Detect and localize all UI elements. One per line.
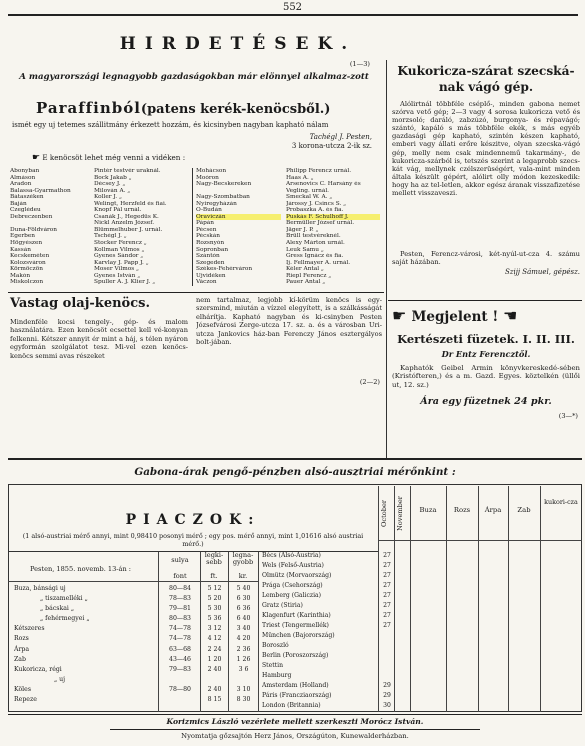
list-item: Spuller A. J. Klier J. „: [94, 279, 156, 286]
table-cell: 5 40: [236, 585, 251, 592]
ad2-title: Vastag olaj-kenöcs.: [10, 296, 150, 311]
list-item: Bock Jakab „: [94, 174, 132, 181]
list-item: Körmöczön: [10, 266, 43, 273]
market-max-prices: [229, 584, 258, 705]
list-item: Abonyban: [10, 168, 40, 174]
list-item: Gyenes István „: [94, 272, 141, 279]
list-item: Ó-Budán: [196, 207, 222, 214]
table-row-good: Köles: [14, 685, 31, 693]
list-item: Blümmelhuber J. urnál.: [94, 226, 163, 233]
list-item: Nyiregyházán: [196, 200, 237, 207]
ad1-list-intro-text: E kenöcsöt lehet még venni a vidéken :: [42, 153, 186, 162]
col-head-kr: kr.: [238, 572, 248, 580]
list-item: Vegling. urnál.: [286, 187, 330, 194]
list-item: Bermüller József urnál.: [286, 220, 355, 227]
top-rule: [8, 14, 578, 16]
table-cell: [380, 641, 394, 651]
ad1-title: [36, 98, 380, 117]
list-item: Baján: [10, 200, 27, 207]
col-head-buza: Buza: [419, 506, 437, 514]
list-item: Szántón: [196, 253, 220, 260]
list-item: Aradon: [10, 181, 32, 188]
ad4-text: Kaphatók Geibel Armin könyvkereskedé-sében (Kristófteren,) és a m. Gazd. Egyes. köztelkén (üllői ut, 12. sz.): [392, 364, 580, 389]
column-divider: [386, 60, 387, 458]
list-item: Mohácson: [196, 168, 227, 174]
market-row: Boroszló: [262, 642, 289, 649]
table-cell: 2 40: [207, 665, 222, 673]
ad1-col1-sellers: [94, 168, 190, 286]
table-cell: 4 20: [236, 635, 251, 643]
list-item: Nickl Anzelm József.: [94, 220, 155, 227]
ad1-list-intro: [32, 154, 332, 162]
grid-line: [446, 486, 447, 712]
table-cell: 43—46: [169, 655, 191, 663]
list-item: Moóron: [196, 174, 219, 181]
table-cell: 5 20: [207, 595, 222, 603]
list-item: Rozsnyón: [196, 240, 225, 247]
table-cell: 27: [383, 612, 391, 619]
table-cell: [201, 675, 228, 685]
ad3-sign: Szijj Sámuel, gépész.: [505, 268, 580, 276]
table-cell: 8 15: [207, 696, 222, 704]
col-head-zab: Zab: [517, 506, 531, 514]
list-item: Haas A. „: [286, 174, 314, 181]
list-item: Pécskán: [196, 233, 220, 240]
list-item: Almáson: [10, 174, 36, 181]
list-item: Philipp Ferencz urnál.: [286, 168, 352, 174]
table-cell: 30: [383, 702, 391, 709]
ad4-author: Dr Entz Ferencztől.: [441, 349, 531, 359]
ad1-sign1: Tachégl J. Pesten,: [309, 133, 372, 141]
ad3-title1: Kukoricza-szárat szecská-: [397, 64, 575, 78]
table-cell: [380, 661, 394, 671]
table-row-good: Zab: [14, 655, 26, 663]
market-min-prices: [201, 584, 228, 705]
table-cell: [160, 695, 200, 705]
list-item: Alexy Márton urnál.: [286, 240, 345, 247]
list-item: Makón: [10, 272, 31, 279]
ad3-addr: Pesten, Ferencz-városi, két-nyúl-ut-cza 4. számu saját házában.: [392, 250, 580, 267]
market-row: Stettin: [262, 662, 284, 669]
list-item: Arsenovics C. Harsány és: [286, 181, 361, 188]
market-top-rule: [8, 458, 582, 460]
col-head-rozs: Rozs: [453, 506, 471, 514]
market-row: Berlin (Poroszország): [262, 652, 329, 659]
list-item-highlighted: Oraviczán: [196, 214, 281, 221]
market-row: Lemberg (Galiczia): [262, 592, 322, 599]
table-cell: 29: [383, 692, 391, 699]
list-item: Riepl Ferencz „: [286, 272, 332, 279]
list-item: Kolozsváron: [10, 259, 46, 266]
list-item: Pápán: [196, 220, 214, 227]
table-cell: 78—83: [169, 595, 191, 603]
market-row: Olmütz (Morvaország): [262, 572, 332, 579]
ad1-title-rest: (patens kerék-kenöcsből.): [140, 102, 331, 117]
market-place-date: Pesten, 1855. novemb. 13-án :: [30, 565, 132, 573]
list-item: Debreczenben: [10, 213, 53, 220]
table-cell: 5 36: [207, 615, 222, 623]
list-item-highlighted: Puskás F. Schulhoff J.: [286, 214, 380, 221]
ad4-banner-text: Megjelent !: [411, 309, 499, 325]
market-list: [262, 551, 380, 711]
table-cell: 78—80: [169, 685, 191, 693]
table-cell: 6 36: [236, 605, 251, 613]
list-item: Probaszka A. és fia.: [286, 207, 344, 214]
table-cell: [380, 631, 394, 641]
market-row: Prága (Csehország): [262, 582, 323, 589]
footer-rule: [8, 714, 582, 715]
col-head-legkisebb: legki-sebb: [204, 551, 224, 566]
table-cell: 27: [383, 622, 391, 629]
table-row-good: „ tiszamelléki „: [40, 595, 88, 603]
list-item: Váczon: [196, 279, 217, 286]
table-cell: 29: [383, 682, 391, 689]
table-cell: 74—78: [169, 635, 191, 643]
footer-thin-rule: [110, 729, 480, 730]
grid-line: [394, 486, 395, 712]
footer-printer: Nyomtatja gőzsajtón Herz János, Országúton, Kunewalderházban.: [181, 732, 409, 740]
table-row-good: Buza, bánsági uj: [14, 585, 66, 592]
table-row-good: Rozs: [14, 635, 29, 643]
list-item: Sopronban: [196, 246, 229, 253]
col-head-sulya: sulya: [171, 556, 189, 564]
section-title: HIRDETÉSEK.: [119, 34, 357, 54]
market-row: London (Britannia): [262, 702, 321, 709]
table-cell: 27: [383, 552, 391, 559]
market-dates: [380, 551, 394, 711]
grid-line: [540, 486, 541, 712]
table-cell: 27: [383, 602, 391, 609]
col-head-ft: ft.: [210, 572, 218, 580]
column-divider: [192, 168, 193, 286]
list-item: Ij. Fellmayer A. urnál.: [286, 259, 351, 266]
ad1-title-main: Paraffinból: [36, 99, 141, 117]
list-item: Járossy J. Csincs S. „: [286, 200, 347, 207]
market-row: München (Bajorország): [262, 632, 335, 639]
ad4-banner: [392, 306, 580, 328]
grid-line: [378, 486, 379, 712]
list-item: Karvlay J. Papp J. „: [94, 259, 149, 266]
table-cell: 74—78: [169, 625, 191, 633]
grid-line: [478, 486, 479, 712]
table-cell: [160, 675, 200, 685]
table-cell: 27: [383, 592, 391, 599]
list-item: Miskolczon: [10, 279, 44, 286]
list-item: Leuk Samu „: [286, 246, 324, 253]
list-item: Kecskeméten: [10, 253, 50, 260]
table-row-good: Kétszeres: [14, 625, 45, 633]
list-item: Koller J. „: [94, 194, 122, 201]
market-note: (1 alsó-austriai mérő annyi, mint 0,98410 posonyi mérő ; egy pos. mérő annyi, mint 1,01616 alsó austriai mérő.): [22, 532, 364, 548]
table-row-good: „ fehérmegyei „: [40, 615, 90, 623]
table-cell: 27: [383, 582, 391, 589]
ad1-bottom-rule: [8, 292, 384, 293]
table-cell: 5 30: [207, 605, 222, 613]
footer-editor: Korizmics László vezérlete mellett szerkeszti Morócz István.: [166, 717, 424, 726]
ad1-col2-sellers: [286, 168, 380, 286]
ad3-bottom-rule: [388, 300, 582, 301]
table-cell: 80—83: [169, 615, 191, 623]
table-cell: 1 20: [207, 655, 222, 663]
list-item: Jäger J. P. „: [286, 226, 319, 233]
list-item: Gyenes Sándor „: [94, 253, 144, 260]
market-heading: Gabona-árak pengő-pénzben alsó-ausztriai mérőnkint :: [134, 466, 456, 478]
col-head-legnagyobb: legna-gyobb: [232, 551, 254, 566]
ad1-col2-places: [196, 168, 281, 286]
list-item: Pauer Antal „: [286, 279, 326, 286]
list-item: Nagy-Szombatban: [196, 194, 250, 201]
col-head-kukoricza: kukori-cza: [544, 498, 578, 506]
list-item: Székes-Fehérváron: [196, 266, 253, 273]
ad1-col1-places: [10, 168, 95, 286]
ad3-text: Alólirtnál többféle cséplő-, minden gabona nemet szórva vető gép; 2—3 vagy 4 sorosa kukoricza vető és morzsoló; daráló, zabzúzó, burgonya- és répavágó; szántó, kapáló s más többféle ekék, s más egyéb gazdasági gép kapható, szintén készen kapható, emberi vagy állati erőre készitve, olyan szecska-vágó gép, melly nem csak mindennemű takarmány-, de kukoricza-szárból is, tetszés szerint a legaprobb szecs-kát vág, mellynek czélszerüségért, vala-mint minden általa készült gépért, alólirt olly módon kezeskedik: hogy ha az tel-letlen, akkor egész áranak visszafizetése mellett visszaveszi.: [392, 100, 580, 198]
table-cell: 6 40: [236, 615, 251, 623]
col-head-font: font: [173, 572, 187, 580]
table-cell: 1 26: [236, 655, 251, 663]
list-item: Högyészen: [10, 240, 43, 247]
list-item: Szegeden: [196, 259, 225, 266]
table-cell: [380, 671, 394, 681]
ad2-text-right: nem tartalmaz, legjobb kí-körüm kenöcs is egy-szersmind, miután a vízzel elegyített, is a szálkásságát elhárítja. Kapható nagyban és ki-csinyben Pesten Józsefvárosi Zerge-utcza 17. sz. a. és a városban Uri-utcza Jankovics ház-ban Ferenczy János esztergályos bolt-jában.: [196, 296, 382, 347]
page-number: 552: [282, 2, 303, 13]
list-item: Egerben: [10, 233, 36, 240]
pointing-hand-left-icon: ☛: [392, 306, 407, 325]
table-row-good: Kukoricza, régi: [14, 665, 62, 673]
table-cell: 3 12: [207, 625, 222, 633]
table-cell: 27: [383, 562, 391, 569]
ad3-title2: nak vágó gép.: [438, 80, 534, 94]
table-cell: 6 30: [236, 595, 251, 603]
list-item: Stocker Ferencz „: [94, 240, 147, 247]
table-cell: 5 12: [207, 585, 222, 592]
ad1-ref: (1—3): [349, 60, 370, 68]
grid-line: [8, 581, 258, 582]
market-row: Triest (Tengermellék): [262, 622, 329, 629]
table-cell: 2 24: [207, 645, 222, 653]
list-item: Milován A. „: [94, 187, 131, 194]
table-cell: 79—83: [169, 665, 191, 673]
table-cell: 3 40: [236, 625, 251, 633]
col-head-november: November: [396, 496, 404, 532]
market-row: Hamburg: [262, 672, 292, 679]
table-cell: 3 10: [236, 685, 251, 693]
table-cell: 63—68: [169, 645, 191, 653]
list-item: Knopf Pál urnál.: [94, 207, 142, 214]
market-row: Amsterdam (Holland): [262, 682, 329, 689]
table-row-good: Repeze: [14, 696, 37, 704]
ad1-intro: A magyarországi legnagyobb gazdaságokban már elönnyel alkalmaz-zott: [19, 72, 369, 82]
list-item: Smeckal W. A. „: [286, 194, 333, 201]
pointing-hand-right-icon: ☛: [503, 306, 518, 325]
list-item: Kéler Antal „: [286, 266, 324, 273]
list-item: Moser Vilmos „: [94, 266, 140, 273]
market-row: Páris (Francziaország): [262, 692, 332, 699]
table-row-good: „ uj: [54, 675, 66, 683]
table-row-good: „ bácskai „: [40, 605, 75, 613]
ad4-ref: (3—*): [558, 412, 578, 420]
list-item: Czeglédeu: [10, 207, 41, 214]
grid-line: [508, 486, 509, 712]
list-item: Brüll testvéreknél.: [286, 233, 341, 240]
list-item: Décsey J. „: [94, 181, 126, 188]
market-row: Klagenfurt (Karinthia): [262, 612, 331, 619]
list-item: Nagy-Becskereken: [196, 181, 252, 188]
ad4-price: Ára egy füzetnek 24 pkr.: [420, 396, 552, 407]
grid-line: [158, 552, 159, 712]
grid-line: [258, 552, 259, 712]
col-head-october: October: [380, 500, 388, 528]
list-item: Duna-Földváron: [10, 226, 58, 233]
table-cell: 3 6: [238, 665, 249, 673]
market-title: PIACZOK:: [125, 512, 261, 528]
list-item: Ujvidéken: [196, 272, 226, 279]
ad2-ref: (2—2): [359, 378, 380, 386]
table-cell: 80—84: [169, 585, 191, 592]
market-row: Bécs (Alsó-Austria): [262, 552, 321, 559]
market-weights: [160, 584, 200, 705]
ad2-text-left: Mindenféle kocsi tengely-, gép- és malom használatára. Ezen kenöcsöt ecsettel kell vé-konyan felkenni. Kétszer annyit ér mint a háj, s télen nyáron egyformán szolgálatot tesz. Mi-vel ezen kenöcs-kenöcs semmi avas részeket: [10, 318, 188, 360]
ad4-title: Kertészeti füzetek. I. II. III.: [397, 332, 575, 346]
col-head-arpa: Árpa: [484, 506, 502, 514]
table-cell: 8 30: [236, 696, 251, 704]
grid-line: [410, 486, 411, 712]
list-item: Gress Ignácz és fia.: [286, 253, 344, 260]
list-item: Pécsen: [196, 226, 217, 233]
list-item: Csanák J., Hegedüs K.: [94, 213, 159, 220]
market-row: Gratz (Stiria): [262, 602, 303, 609]
grid-line: [378, 540, 582, 541]
list-item: Bátaszéken: [10, 194, 44, 201]
pointing-hand-icon: ☛: [32, 153, 41, 163]
table-cell: 79—81: [169, 605, 191, 613]
ad1-sign2: 3 korona-utcza 2-ik sz.: [291, 142, 372, 150]
list-item: Kollman Vilmos „: [94, 246, 145, 253]
list-item: Pintér testvér uraknál.: [94, 168, 161, 174]
market-goods: [14, 584, 158, 705]
market-row: Wels (Felső-Austria): [262, 562, 324, 569]
table-cell: 4 12: [207, 635, 222, 643]
table-row-good: Árpa: [14, 645, 30, 653]
table-cell: [229, 675, 258, 685]
list-item: Tschégl J. „: [94, 233, 127, 240]
table-cell: 2 36: [236, 645, 251, 653]
table-cell: 27: [383, 572, 391, 579]
ad1-line: ismét egy uj tetemes szállitmány érkezett hozzám, és kicsinyben nagyban kapható nálam: [12, 121, 329, 129]
list-item: Kassán: [10, 246, 31, 253]
table-cell: [380, 651, 394, 661]
list-item: Balassa-Gyarmathon: [10, 187, 71, 194]
list-item: Welingt, Herzfeld és fiai.: [94, 200, 167, 207]
table-cell: 2 40: [207, 685, 222, 693]
